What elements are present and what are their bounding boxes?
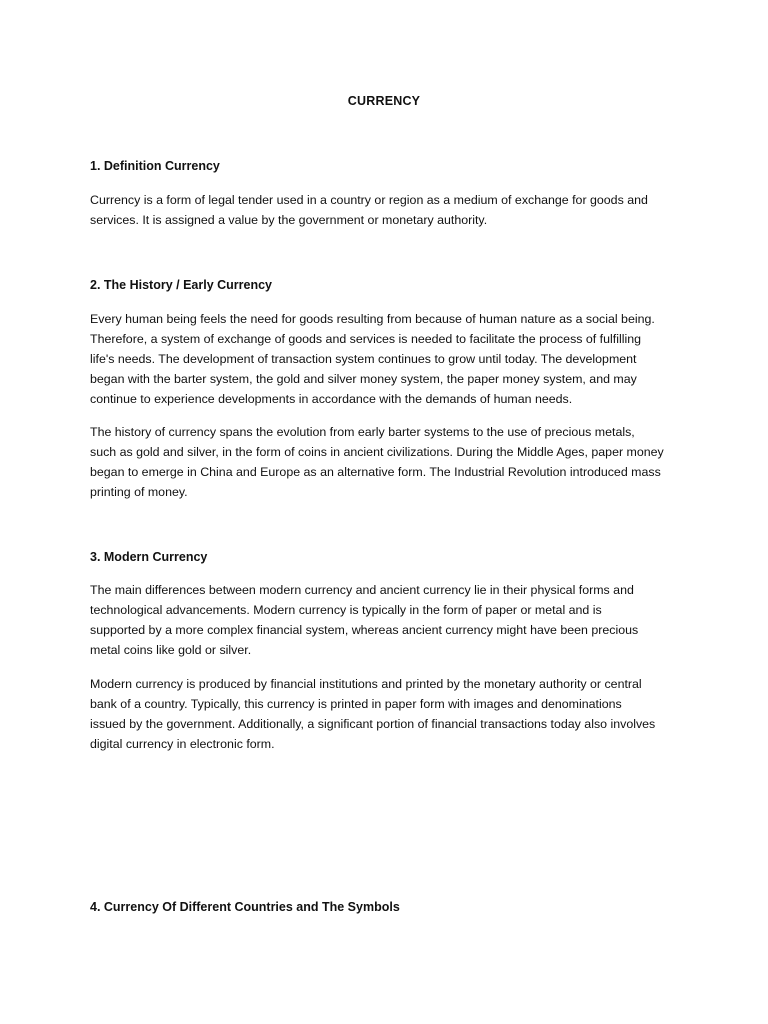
paragraph-line: bank of a country. Typically, this currency is printed in paper form with images and denominations xyxy=(90,697,622,711)
section-heading-modern: 3. Modern Currency xyxy=(90,550,208,564)
section-paragraph-definition xyxy=(90,190,682,230)
paragraph-line: technological advancements. Modern currency is typically in the form of paper or metal and is xyxy=(90,603,602,617)
paragraph-line: began to emerge in China and Europe as an alternative form. The Industrial Revolution introduced mass xyxy=(90,465,661,479)
section-heading-countries: 4. Currency Of Different Countries and The Symbols xyxy=(90,900,400,914)
section-paragraph-history-2 xyxy=(90,422,682,502)
section-heading-history: 2. The History / Early Currency xyxy=(90,278,273,292)
paragraph-line: began with the barter system, the gold and silver money system, the paper money system, and may xyxy=(90,372,637,386)
paragraph-line: continue to experience developments in accordance with the demands of human needs. xyxy=(90,392,573,406)
paragraph-line: life's needs. The development of transaction system continues to grow until today. The development xyxy=(90,352,637,366)
paragraph-line: services. It is assigned a value by the government or monetary authority. xyxy=(90,213,488,227)
paragraph-line: Currency is a form of legal tender used in a country or region as a medium of exchange for goods and xyxy=(90,193,648,207)
paragraph-line: Modern currency is produced by financial institutions and printed by the monetary authority or central xyxy=(90,677,642,691)
paragraph-line: metal coins like gold or silver. xyxy=(90,643,252,657)
paragraph-line: supported by a more complex financial system, whereas ancient currency might have been precious xyxy=(90,623,639,637)
section-heading-definition: 1. Definition Currency xyxy=(90,159,220,173)
paragraph-line: Every human being feels the need for goods resulting from because of human nature as a social being. xyxy=(90,312,655,326)
paragraph-line: The history of currency spans the evolution from early barter systems to the use of precious metals, xyxy=(90,425,635,439)
paragraph-line: The main differences between modern currency and ancient currency lie in their physical forms and xyxy=(90,583,634,597)
paragraph-line: issued by the government. Additionally, a significant portion of financial transactions today also involves xyxy=(90,717,656,731)
paragraph-line: digital currency in electronic form. xyxy=(90,737,275,751)
section-paragraph-history-1 xyxy=(90,309,682,409)
document-title: CURRENCY xyxy=(347,94,421,108)
paragraph-line: Therefore, a system of exchange of goods and services is needed to facilitate the process of fulfilling xyxy=(90,332,642,346)
section-paragraph-modern-1 xyxy=(90,580,682,660)
section-paragraph-modern-2 xyxy=(90,674,682,754)
paragraph-line: such as gold and silver, in the form of coins in ancient civilizations. During the Middle Ages, paper money xyxy=(90,445,664,459)
paragraph-line: printing of money. xyxy=(90,485,188,499)
